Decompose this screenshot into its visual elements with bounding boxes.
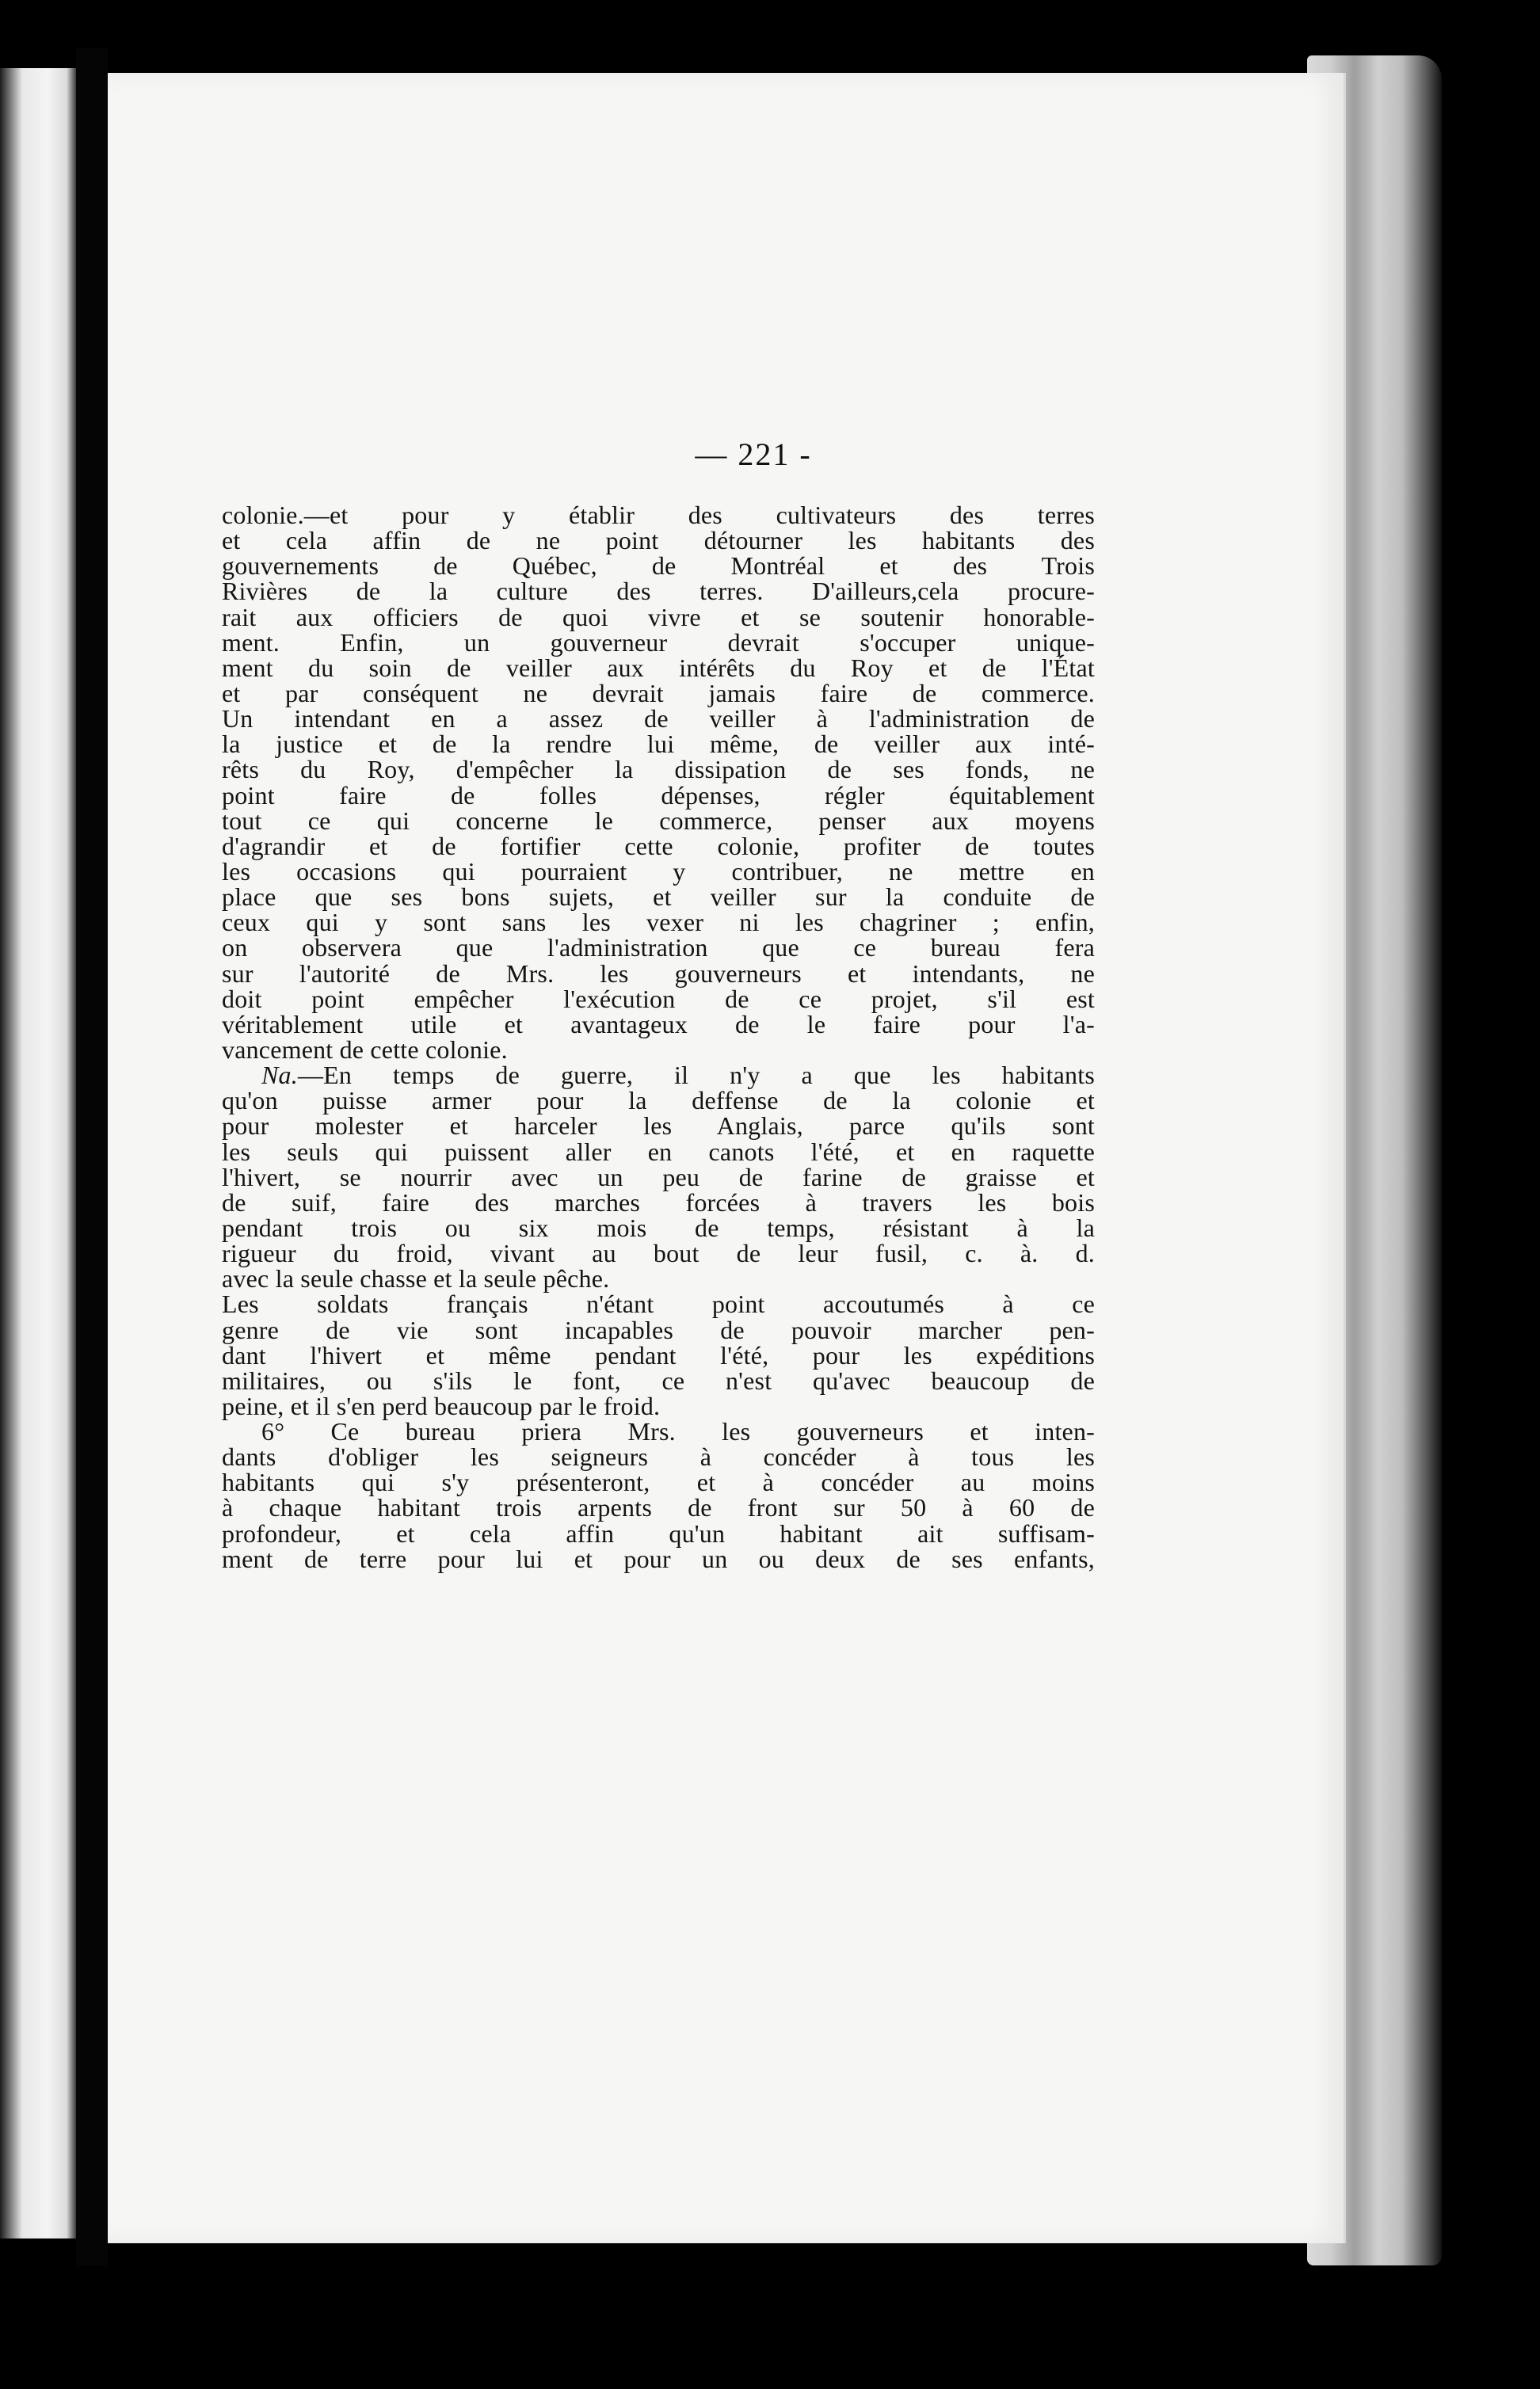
text-line: et cela affin de ne point détourner les habitants des (222, 526, 1095, 555)
text-line: doit point empêcher l'exécution de ce projet, s'il est (222, 984, 1095, 1013)
text-line: rêts du Roy, d'empêcher la dissipation de ses fonds, ne (222, 755, 1095, 784)
text-line: militaires, ou s'ils le font, ce n'est qu'avec beaucoup de (222, 1366, 1095, 1395)
text-line: les occasions qui pourraient y contribuer, ne mettre en (222, 856, 1095, 886)
text-line: d'agrandir et de fortifier cette colonie, profiter de toutes (222, 831, 1095, 860)
text-line: qu'on puisse armer pour la deffense de la colonie et (222, 1086, 1095, 1115)
text-line: dant l'hivert et même pendant l'été, pour les expéditions (222, 1340, 1095, 1370)
text-line: de suif, faire des marches forcées à travers les bois (222, 1187, 1095, 1217)
text-line: tout ce qui concerne le commerce, penser aux moyens (222, 806, 1095, 835)
text-line: l'hivert, se nourrir avec un peu de farine de graisse et (222, 1162, 1095, 1191)
text-line: véritablement utile et avantageux de le faire pour l'a- (222, 1009, 1095, 1038)
text-line: à chaque habitant trois arpents de front sur 50 à 60 de (222, 1493, 1095, 1522)
text-line: pour molester et harceler les Anglais, parce qu'ils sont (222, 1111, 1095, 1141)
text-line: profondeur, et cela affin qu'un habitant ait suffisam- (222, 1518, 1095, 1548)
text-line: et par conséquent ne devrait jamais faire de commerce. (222, 678, 1095, 707)
adjacent-page-edge (0, 68, 76, 2238)
text-line: genre de vie sont incapables de pouvoir marcher pen- (222, 1315, 1095, 1344)
text-line: gouvernements de Québec, de Montréal et des Trois (222, 551, 1095, 581)
text-line: avec la seule chasse et la seule pêche. (222, 1264, 610, 1294)
text-line: la justice et de la rendre lui même, de veiller aux inté- (222, 730, 1095, 759)
text-line: ment de terre pour lui et pour un ou deux de ses enfants, (222, 1544, 1095, 1573)
book-page (108, 73, 1346, 2243)
text-line: peine, et il s'en perd beaucoup par le froid. (222, 1391, 661, 1420)
text-line: Un intendant en a assez de veiller à l'administration de (222, 704, 1095, 733)
page-text-body (222, 502, 1095, 1572)
text-line: dants d'obliger les seigneurs à concéder à tous les (222, 1442, 1095, 1472)
text-line: point faire de folles dépenses, régler équitablement (222, 780, 1095, 810)
text-line: vancement de cette colonie. (222, 1034, 508, 1064)
text-line: sur l'autorité de Mrs. les gouverneurs et intendants, ne (222, 958, 1095, 988)
text-line: ceux qui y sont sans les vexer ni les chagriner ; enfin, (222, 908, 1095, 937)
text-line: Les soldats français n'étant point accoutumés à ce (222, 1290, 1095, 1319)
text-line: place que ses bons sujets, et veiller sur la conduite de (222, 882, 1095, 912)
page-number: — 221 - (695, 436, 812, 472)
text-line: habitants qui s'y présenteront, et à concéder au moins (222, 1468, 1095, 1497)
text-line: ment. Enfin, un gouverneur devrait s'occuper unique- (222, 627, 1095, 657)
text-line: colonie.—et pour y établir des cultivateurs des terres (222, 501, 1095, 529)
text-line: pendant trois ou six mois de temps, résistant à la (222, 1213, 1095, 1242)
text-line: on observera que l'administration que ce bureau fera (222, 933, 1095, 962)
text-line: les seuls qui puissent aller en canots l'été, et en raquette (222, 1137, 1095, 1166)
text-line: rait aux officiers de quoi vivre et se soutenir honorable- (222, 602, 1095, 631)
text-line: ment du soin de veiller aux intérêts du Roy et de l'État (222, 653, 1095, 682)
text-line: 6° Ce bureau priera Mrs. les gouverneurs et inten- (261, 1417, 1095, 1446)
text-line: Rivières de la culture des terres. D'ailleurs,cela procure- (222, 577, 1095, 606)
text-line: Na.—En temps de guerre, il n'y a que les habitants (261, 1061, 1095, 1090)
text-line: rigueur du froid, vivant au bout de leur fusil, c. à. d. (222, 1239, 1095, 1268)
book-gutter (76, 48, 108, 2265)
